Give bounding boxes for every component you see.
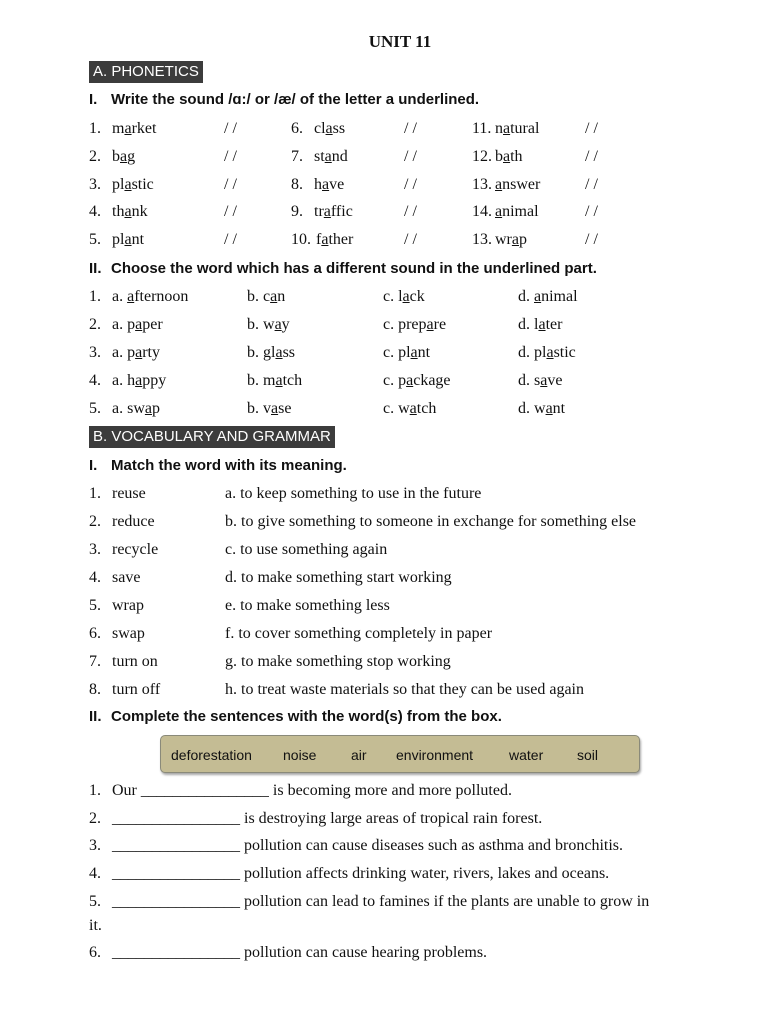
sentence-end: pollution affects drinking water, rivers, lakes and oceans. (240, 865, 610, 882)
underlined-letter: a (275, 372, 283, 389)
exercise-number: I. (89, 457, 98, 474)
answer-blank[interactable]: ________________ (140, 782, 269, 799)
item-word: bag (112, 147, 136, 165)
box-word: air (351, 747, 367, 763)
sound-answer-slot[interactable]: / / (404, 203, 417, 221)
match-number: 6. (89, 625, 101, 642)
answer-option[interactable]: a. swap (112, 400, 160, 417)
underlined-letter: a (410, 344, 418, 361)
item-number: 9. (291, 203, 303, 221)
underlined-letter: a (406, 372, 414, 389)
underlined-letter: a (540, 372, 548, 389)
sentence-start: Our (112, 782, 141, 799)
answer-blank[interactable]: ________________ (112, 944, 240, 961)
match-meaning: b. to give something to someone in exchange for something else (225, 513, 637, 530)
answer-blank[interactable]: ________________ (112, 865, 240, 882)
answer-option[interactable]: b. match (247, 372, 303, 389)
underlined-letter: a (324, 147, 332, 165)
sound-answer-slot[interactable]: / / (585, 203, 598, 221)
section-a-label: A. PHONETICS (89, 61, 203, 83)
exercise-a1-heading (89, 91, 479, 108)
answer-blank[interactable]: ________________ (112, 810, 240, 827)
match-word: reuse (112, 485, 146, 502)
match-meaning: e. to make something less (225, 597, 390, 614)
item-number: 10. (291, 231, 311, 249)
sentence (89, 944, 487, 962)
match-word: swap (112, 625, 145, 642)
answer-option[interactable]: c. lack (383, 288, 425, 305)
item-word: market (112, 120, 157, 137)
sound-answer-slot[interactable]: / / (404, 231, 417, 249)
underlined-letter: a (546, 344, 554, 361)
sound-answer-slot[interactable]: / / (224, 120, 237, 137)
item-word: class (314, 120, 346, 137)
sound-answer-slot[interactable]: / / (224, 147, 237, 165)
underlined-letter: a (545, 400, 553, 417)
item-word: father (316, 231, 354, 249)
underlined-letter: a (274, 316, 282, 333)
underlined-letter: a (127, 288, 135, 305)
item-number: 11. (472, 120, 492, 137)
page-title: UNIT 11 (368, 32, 432, 51)
answer-option[interactable]: d. animal (518, 288, 578, 305)
sentence-end: pollution can cause hearing problems. (240, 944, 488, 961)
underlined-letter: a (323, 203, 331, 221)
match-number: 5. (89, 597, 101, 614)
sentence-end: is becoming more and more polluted. (268, 782, 512, 799)
match-word: reduce (112, 513, 155, 530)
exercise-instruction: Write the sound /ɑ:/ or /æ/ of the letter a underlined. (111, 91, 480, 108)
match-word: recycle (112, 541, 159, 558)
item-word: natural (495, 120, 540, 137)
match-number: 4. (89, 569, 101, 586)
item-word: have (314, 175, 345, 193)
sentence-end: pollution can cause diseases such as asthma and bronchitis. (240, 837, 624, 854)
match-number: 8. (89, 681, 101, 698)
sound-answer-slot[interactable]: / / (585, 147, 598, 165)
underlined-letter: a (135, 372, 143, 389)
match-word: save (112, 569, 141, 586)
match-meaning: c. to use something again (225, 541, 388, 558)
sentence-end: is destroying large areas of tropical rain forest. (240, 810, 543, 827)
item-word: thank (112, 203, 148, 221)
answer-blank[interactable]: ________________ (112, 893, 240, 910)
underlined-letter: a (120, 147, 128, 165)
sound-answer-slot[interactable]: / / (585, 231, 598, 249)
sound-answer-slot[interactable]: / / (585, 120, 598, 137)
underlined-letter: a (495, 203, 503, 221)
item-number: 6. (291, 120, 303, 137)
item-number: 5. (89, 231, 101, 249)
match-number: 7. (89, 653, 101, 670)
answer-option[interactable]: b. vase (247, 400, 292, 417)
box-word: water (509, 747, 544, 763)
match-number: 2. (89, 513, 101, 530)
sound-answer-slot[interactable]: / / (404, 175, 417, 193)
sentence (89, 865, 609, 883)
match-number: 1. (89, 485, 101, 502)
sound-answer-slot[interactable]: / / (224, 175, 237, 193)
underlined-letter: a (270, 288, 278, 305)
underlined-letter: a (534, 288, 542, 305)
sentence-number: 2. (89, 810, 101, 827)
match-meaning: g. to make something stop working (225, 653, 451, 670)
match-number: 3. (89, 541, 101, 558)
question-number: 3. (89, 344, 101, 361)
question-number: 2. (89, 316, 101, 333)
underlined-letter: a (511, 231, 519, 249)
match-word: wrap (112, 597, 144, 614)
match-word: turn off (112, 681, 161, 698)
underlined-letter: a (124, 175, 132, 193)
sound-answer-slot[interactable]: / / (404, 147, 417, 165)
sentence-number: 6. (89, 944, 101, 961)
item-number: 3. (89, 175, 101, 193)
underlined-letter: a (409, 400, 417, 417)
match-meaning: a. to keep something to use in the future (225, 485, 482, 502)
underlined-letter: a (503, 147, 511, 165)
answer-option[interactable]: c. plant (383, 344, 431, 361)
item-word: stand (314, 147, 348, 165)
item-number: 8. (291, 175, 303, 193)
item-number: 12. (472, 147, 492, 165)
box-word: soil (577, 747, 599, 763)
item-number: 13. (472, 175, 492, 193)
item-word: wrap (495, 231, 527, 249)
answer-option[interactable]: b. way (247, 316, 290, 333)
sentence-number: 4. (89, 865, 101, 882)
sentence-end: it. (89, 917, 102, 934)
item-word: animal (495, 203, 539, 221)
exercise-instruction: Match the word with its meaning. (111, 457, 347, 474)
item-number: 13. (472, 231, 492, 249)
exercise-instruction: Complete the sentences with the word(s) from the box. (111, 708, 502, 725)
underlined-letter: a (325, 120, 333, 137)
question-number: 1. (89, 288, 101, 305)
sentence (89, 837, 623, 855)
answer-option[interactable]: a. happy (112, 372, 167, 389)
sentence-number: 3. (89, 837, 101, 854)
word-box (160, 735, 640, 773)
question-number: 4. (89, 372, 101, 389)
underlined-letter: a (275, 344, 283, 361)
answer-option[interactable]: c. watch (383, 400, 437, 417)
underlined-letter: a (321, 231, 329, 249)
underlined-letter: a (322, 175, 330, 193)
section-b-label: B. VOCABULARY AND GRAMMAR (89, 426, 335, 448)
underlined-letter: a (402, 288, 410, 305)
underlined-letter: a (124, 203, 132, 221)
match-meaning: h. to treat waste materials so that they can be used again (225, 681, 584, 698)
underlined-letter: a (124, 120, 132, 137)
exercise-number: I. (89, 91, 98, 108)
answer-option[interactable]: d. save (518, 372, 563, 389)
match-meaning: d. to make something start working (225, 569, 452, 586)
item-number: 4. (89, 203, 101, 221)
exercise-instruction: Choose the word which has a different sound in the underlined part. (111, 260, 597, 277)
answer-option[interactable]: a. afternoon (112, 288, 189, 305)
sentence-end: pollution can lead to famines if the plants are unable to grow in (240, 893, 650, 910)
underlined-letter: a (135, 344, 143, 361)
item-word: traffic (314, 203, 353, 221)
box-word: noise (283, 747, 317, 763)
sentence (89, 917, 102, 935)
underlined-letter: a (135, 316, 143, 333)
answer-option[interactable]: d. plastic (518, 344, 576, 361)
exercise-number: II. (89, 708, 102, 725)
answer-option[interactable]: d. want (518, 400, 566, 417)
answer-blank[interactable]: ________________ (112, 837, 240, 854)
underlined-letter: a (426, 316, 434, 333)
sound-answer-slot[interactable]: / / (224, 203, 237, 221)
item-number: 1. (89, 120, 101, 137)
match-meaning: f. to cover something completely in paper (225, 625, 493, 642)
sentence-number: 1. (89, 782, 101, 799)
match-word: turn on (112, 653, 158, 670)
exercise-a2-heading (89, 260, 597, 277)
underlined-letter: a (144, 400, 152, 417)
answer-option[interactable]: b. can (247, 288, 286, 305)
answer-option[interactable]: c. package (383, 372, 451, 389)
item-number: 14. (472, 203, 492, 221)
item-number: 7. (291, 147, 303, 165)
sentence (89, 810, 542, 828)
exercise-number: II. (89, 260, 102, 277)
answer-option[interactable]: a. paper (112, 316, 163, 333)
answer-option[interactable]: b. glass (247, 344, 296, 361)
sentence (89, 782, 512, 800)
sentence-number: 5. (89, 893, 101, 910)
answer-option[interactable]: c. prepare (383, 316, 447, 333)
answer-option[interactable]: a. party (112, 344, 160, 361)
item-number: 2. (89, 147, 101, 165)
underlined-letter: a (503, 120, 511, 137)
sound-answer-slot[interactable]: / / (224, 231, 237, 249)
underlined-letter: a (124, 231, 132, 249)
box-word: deforestation (171, 747, 252, 763)
exercise-b1-heading (89, 457, 347, 474)
sound-answer-slot[interactable]: / / (585, 175, 598, 193)
underlined-letter: a (271, 400, 279, 417)
question-number: 5. (89, 400, 101, 417)
item-word: answer (495, 175, 541, 193)
item-word: plastic (112, 175, 154, 193)
underlined-letter: a (495, 175, 503, 193)
underlined-letter: a (538, 316, 546, 333)
sound-answer-slot[interactable]: / / (404, 120, 417, 137)
answer-option[interactable]: d. later (518, 316, 563, 333)
sentence (89, 893, 649, 911)
exercise-b2-heading (89, 708, 502, 725)
item-word: bath (495, 147, 523, 165)
box-word: environment (396, 747, 474, 763)
item-word: plant (112, 231, 145, 249)
